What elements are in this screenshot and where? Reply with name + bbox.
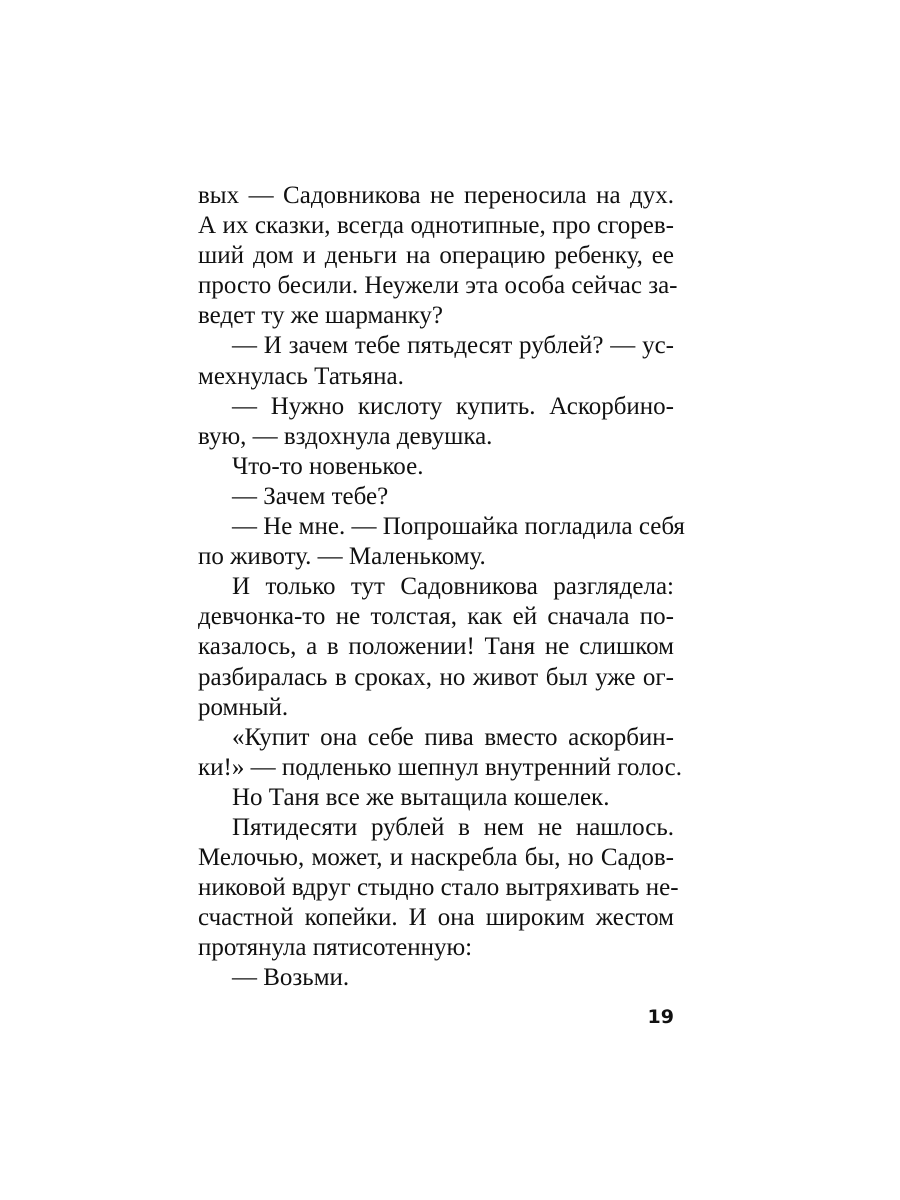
text-line: просто бесили. Неужели эта особа сейчас за- (198, 272, 678, 300)
text-line: Пятидесяти рублей в нем не нашлось. (232, 813, 674, 841)
text-line: — Зачем тебе? (232, 482, 389, 510)
text-line: вую, — вздохнула девушка. (198, 422, 493, 450)
text-line: мехнулась Татьяна. (198, 362, 404, 390)
page-number: 19 (647, 1006, 674, 1028)
text-line: протянула пятисотенную: (198, 934, 473, 962)
text-line: Мелочью, может, и наскребла бы, но Садов- (198, 844, 674, 872)
text-line: А их сказки, всегда однотипные, про сгорев- (198, 212, 674, 240)
text-line: ведет ту же шарманку? (198, 302, 444, 330)
text-line: девчонка-то не толстая, как ей сначала по- (198, 603, 674, 631)
text-line: никовой вдруг стыдно стало вытряхивать не- (198, 874, 679, 902)
text-line: ки!» — подленько шепнул внутренний голос. (198, 753, 682, 781)
body-text (198, 181, 685, 994)
text-line: Что-то новенькое. (232, 452, 424, 480)
text-line: «Купит она себе пива вместо аскорбин- (232, 723, 674, 751)
text-line: — И зачем тебе пятьдесят рублей? — ус- (232, 332, 674, 360)
text-line: разбиралась в сроках, но живот был уже ог- (198, 663, 674, 691)
text-line: — Возьми. (232, 964, 350, 992)
text-line: казалось, а в положении! Таня не слишком (198, 633, 674, 661)
text-line: счастной копейки. И она широким жестом (198, 904, 674, 932)
text-line: — Нужно кислоту купить. Аскорбино- (232, 392, 674, 420)
text-line: — Не мне. — Попрошайка погладила себя (232, 513, 685, 541)
text-line: по животу. — Маленькому. (198, 543, 486, 571)
text-line: Но Таня все же вытащила кошелек. (232, 783, 610, 811)
text-line: ромный. (198, 693, 289, 721)
text-line: ший дом и деньги на операцию ребенку, ее (198, 242, 674, 270)
text-line: И только тут Садовникова разглядела: (232, 573, 674, 601)
text-line: вых — Садовникова не переносила на дух. (198, 182, 674, 209)
